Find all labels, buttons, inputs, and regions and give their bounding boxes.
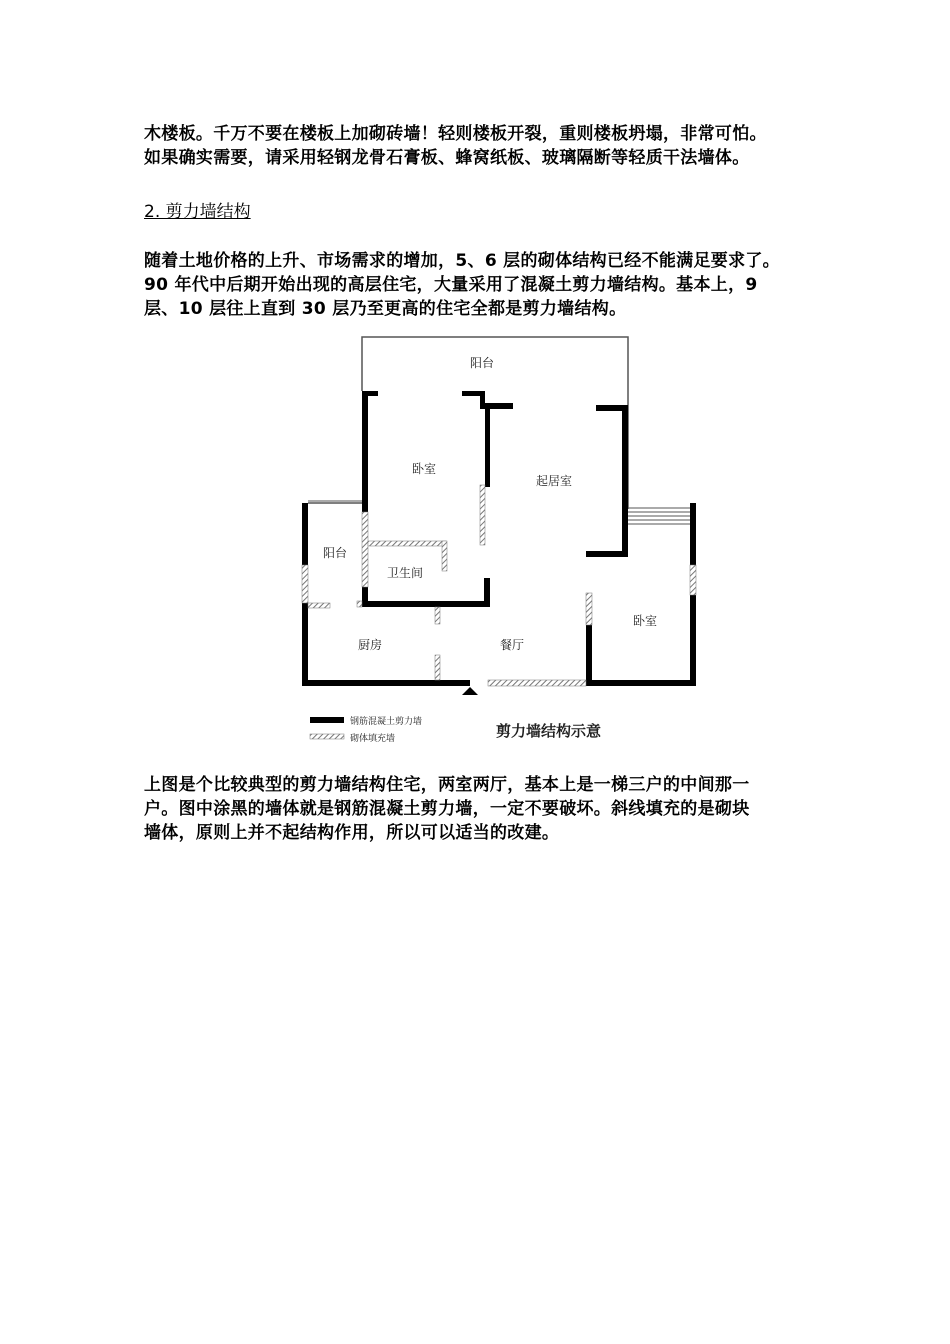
entrance-marker-icon	[462, 687, 478, 695]
paragraph-floor-warning	[144, 122, 824, 170]
figure-title: 剪力墙结构示意	[496, 722, 602, 740]
room-label-dining-room: 餐厅	[499, 638, 525, 652]
text-line: 户。图中涂黑的墙体就是钢筋混凝土剪力墙，一定不要破坏。斜线填充的是砌块	[144, 799, 750, 819]
text-line: 木楼板。千万不要在楼板上加砌砖墙！轻则楼板开裂，重则楼板坍塌，非常可怕。	[144, 124, 767, 144]
floorplan-drawing	[290, 325, 710, 750]
legend-swatch-masonry-wall	[310, 734, 344, 739]
text-line: 90 年代中后期开始出现的高层住宅，大量采用了混凝土剪力墙结构。基本上，9	[144, 275, 758, 295]
room-label-kitchen: 厨房	[357, 638, 383, 652]
masonry-walls	[302, 485, 696, 686]
room-label-balcony-top: 阳台	[469, 356, 495, 370]
room-label-bedroom-right: 卧室	[632, 614, 658, 628]
text-line: 墙体，原则上并不起结构作用，所以可以适当的改建。	[144, 823, 560, 843]
balcony-top-outline	[362, 337, 628, 509]
text-line: 层、10 层往上直到 30 层乃至更高的住宅全都是剪力墙结构。	[144, 299, 627, 319]
legend-swatch-shear-wall	[310, 717, 344, 723]
section-heading: 2. 剪力墙结构	[144, 202, 251, 222]
text-line: 上图是个比较典型的剪力墙结构住宅，两室两厅，基本上是一梯三户的中间那一	[144, 775, 750, 795]
legend-label-masonry-wall: 砌体填充墙	[350, 734, 396, 744]
paragraph-shear-wall-intro	[144, 249, 824, 321]
legend-label-shear-wall: 钢筋混凝土剪力墙	[350, 717, 423, 727]
room-label-balcony-left: 阳台	[322, 546, 348, 560]
paragraph-figure-explanation	[144, 773, 824, 845]
room-label-bedroom-left: 卧室	[411, 462, 437, 476]
room-label-bathroom: 卫生间	[386, 566, 424, 580]
text-line: 随着土地价格的上升、市场需求的增加，5、6 层的砌体结构已经不能满足要求了。	[144, 251, 780, 271]
floorplan-figure	[290, 325, 710, 754]
text-line: 如果确实需要，请采用轻钢龙骨石膏板、蜂窝纸板、玻璃隔断等轻质干法墙体。	[144, 148, 750, 168]
room-label-living-room: 起居室	[535, 474, 573, 488]
